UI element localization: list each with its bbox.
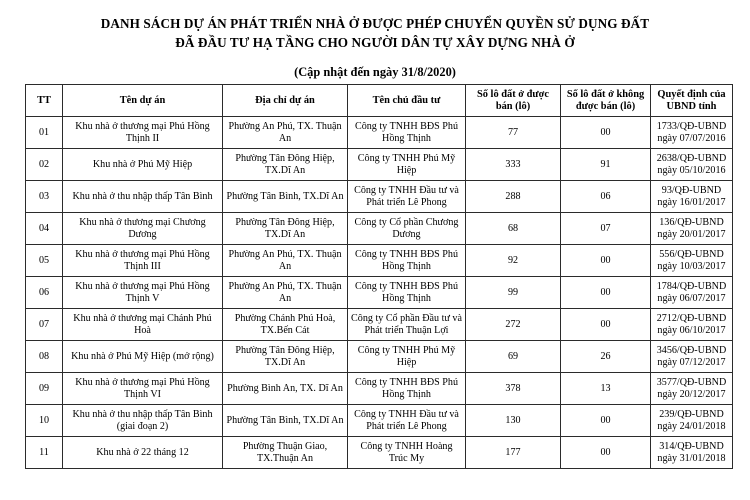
table-row [26, 181, 733, 213]
cell-tt: 03 [26, 181, 63, 213]
cell-project-name: Khu nhà ở thương mại Phú Hồng Thịnh VI [63, 373, 223, 405]
column-header-lots-not-for-sale: Số lô đất ở không được bán (lô) [561, 85, 651, 117]
table-row [26, 405, 733, 437]
cell-project-address: Phường Thuận Giao, TX.Thuận An [223, 437, 348, 469]
cell-investor-name: Công ty TNHH Đầu tư và Phát triển Lê Phong [348, 405, 466, 437]
cell-tt: 01 [26, 117, 63, 149]
cell-investor-name: Công ty TNHH Hoàng Trúc My [348, 437, 466, 469]
cell-project-name: Khu nhà ở thương mại Phú Hồng Thịnh V [63, 277, 223, 309]
cell-lots-for-sale: 69 [466, 341, 561, 373]
cell-lots-for-sale: 378 [466, 373, 561, 405]
document-header [0, 0, 750, 80]
cell-investor-name: Công ty TNHH BĐS Phú Hồng Thịnh [348, 117, 466, 149]
cell-project-address: Phường An Phú, TX. Thuận An [223, 245, 348, 277]
cell-investor-name: Công ty TNHH BĐS Phú Hồng Thịnh [348, 277, 466, 309]
table-row [26, 373, 733, 405]
cell-decision: 93/QĐ-UBND ngày 16/01/2017 [651, 181, 733, 213]
cell-decision: 2712/QĐ-UBND ngày 06/10/2017 [651, 309, 733, 341]
cell-project-address: Phường An Phú, TX. Thuận An [223, 277, 348, 309]
cell-project-address: Phường Tân Đông Hiệp, TX.Dĩ An [223, 341, 348, 373]
cell-project-name: Khu nhà ở thương mại Chánh Phú Hoà [63, 309, 223, 341]
cell-lots-not-for-sale: 91 [561, 149, 651, 181]
cell-lots-not-for-sale: 00 [561, 309, 651, 341]
cell-tt: 09 [26, 373, 63, 405]
cell-project-address: Phường Tân Bình, TX.Dĩ An [223, 405, 348, 437]
cell-project-address: Phường Tân Đông Hiệp, TX.Dĩ An [223, 149, 348, 181]
cell-project-address: Phường Tân Đông Hiệp, TX.Dĩ An [223, 213, 348, 245]
document-title-line-2: ĐÃ ĐẦU TƯ HẠ TẦNG CHO NGƯỜI DÂN TỰ XÂY DỰNG NHÀ Ở [175, 35, 575, 50]
table-row [26, 149, 733, 181]
table-row [26, 437, 733, 469]
cell-lots-not-for-sale: 00 [561, 405, 651, 437]
cell-project-name: Khu nhà ở Phú Mỹ Hiệp (mở rộng) [63, 341, 223, 373]
document-subtitle-update-date: (Cập nhật đến ngày 31/8/2020) [294, 65, 456, 79]
cell-decision: 136/QĐ-UBND ngày 20/01/2017 [651, 213, 733, 245]
column-header-investor-name: Tên chủ đầu tư [348, 85, 466, 117]
cell-lots-for-sale: 77 [466, 117, 561, 149]
cell-lots-not-for-sale: 00 [561, 117, 651, 149]
cell-decision: 556/QĐ-UBND ngày 10/03/2017 [651, 245, 733, 277]
column-header-lots-for-sale: Số lô đất ở được bán (lô) [466, 85, 561, 117]
column-header-decision: Quyết định của UBND tỉnh [651, 85, 733, 117]
column-header-project-address: Địa chỉ dự án [223, 85, 348, 117]
document-title-line-1: DANH SÁCH DỰ ÁN PHÁT TRIỂN NHÀ Ở ĐƯỢC PHÉP CHUYỂN QUYỀN SỬ DỤNG ĐẤT [100, 16, 650, 31]
projects-table [25, 84, 733, 469]
cell-tt: 06 [26, 277, 63, 309]
table-row [26, 245, 733, 277]
cell-tt: 08 [26, 341, 63, 373]
cell-project-address: Phường Chánh Phú Hoà, TX.Bến Cát [223, 309, 348, 341]
cell-project-name: Khu nhà ở thương mại Phú Hồng Thịnh III [63, 245, 223, 277]
table-row [26, 213, 733, 245]
cell-tt: 02 [26, 149, 63, 181]
cell-lots-for-sale: 333 [466, 149, 561, 181]
cell-tt: 04 [26, 213, 63, 245]
cell-investor-name: Công ty TNHH BĐS Phú Hồng Thịnh [348, 373, 466, 405]
cell-tt: 10 [26, 405, 63, 437]
cell-lots-for-sale: 92 [466, 245, 561, 277]
column-header-project-name: Tên dự án [63, 85, 223, 117]
cell-investor-name: Công ty TNHH Phú Mỹ Hiệp [348, 341, 466, 373]
cell-project-address: Phường An Phú, TX. Thuận An [223, 117, 348, 149]
cell-investor-name: Công ty Cổ phần Chương Dương [348, 213, 466, 245]
cell-decision: 1784/QĐ-UBND ngày 06/07/2017 [651, 277, 733, 309]
cell-lots-not-for-sale: 06 [561, 181, 651, 213]
cell-lots-not-for-sale: 00 [561, 437, 651, 469]
cell-lots-not-for-sale: 13 [561, 373, 651, 405]
cell-lots-for-sale: 130 [466, 405, 561, 437]
cell-lots-for-sale: 177 [466, 437, 561, 469]
cell-project-name: Khu nhà ở thương mại Chương Dương [63, 213, 223, 245]
cell-investor-name: Công ty Cổ phần Đầu tư và Phát triển Thuận Lợi [348, 309, 466, 341]
table-row [26, 341, 733, 373]
cell-decision: 1733/QĐ-UBND ngày 07/07/2016 [651, 117, 733, 149]
cell-lots-for-sale: 99 [466, 277, 561, 309]
cell-project-name: Khu nhà ở Phú Mỹ Hiệp [63, 149, 223, 181]
cell-investor-name: Công ty TNHH BĐS Phú Hồng Thịnh [348, 245, 466, 277]
cell-lots-not-for-sale: 00 [561, 245, 651, 277]
cell-decision: 239/QĐ-UBND ngày 24/01/2018 [651, 405, 733, 437]
projects-table-container [25, 84, 727, 469]
cell-project-name: Khu nhà ở thu nhập thấp Tân Bình [63, 181, 223, 213]
cell-lots-for-sale: 272 [466, 309, 561, 341]
cell-project-address: Phường Tân Bình, TX.Dĩ An [223, 181, 348, 213]
cell-project-name: Khu nhà ở thương mại Phú Hồng Thịnh II [63, 117, 223, 149]
cell-lots-for-sale: 288 [466, 181, 561, 213]
cell-tt: 07 [26, 309, 63, 341]
table-header-row [26, 85, 733, 117]
cell-decision: 3456/QĐ-UBND ngày 07/12/2017 [651, 341, 733, 373]
table-body [26, 117, 733, 469]
cell-lots-not-for-sale: 00 [561, 277, 651, 309]
cell-project-address: Phường Bình An, TX. Dĩ An [223, 373, 348, 405]
table-header [26, 85, 733, 117]
table-row [26, 309, 733, 341]
cell-decision: 2638/QĐ-UBND ngày 05/10/2016 [651, 149, 733, 181]
table-row [26, 117, 733, 149]
cell-decision: 314/QĐ-UBND ngày 31/01/2018 [651, 437, 733, 469]
cell-project-name: Khu nhà ở thu nhập thấp Tân Bình (giai đoạn 2) [63, 405, 223, 437]
cell-decision: 3577/QĐ-UBND ngày 20/12/2017 [651, 373, 733, 405]
cell-tt: 05 [26, 245, 63, 277]
cell-lots-not-for-sale: 07 [561, 213, 651, 245]
cell-tt: 11 [26, 437, 63, 469]
table-row [26, 277, 733, 309]
cell-lots-not-for-sale: 26 [561, 341, 651, 373]
cell-lots-for-sale: 68 [466, 213, 561, 245]
cell-investor-name: Công ty TNHH Phú Mỹ Hiệp [348, 149, 466, 181]
cell-investor-name: Công ty TNHH Đầu tư và Phát triển Lê Phong [348, 181, 466, 213]
cell-project-name: Khu nhà ở 22 tháng 12 [63, 437, 223, 469]
column-header-tt: TT [26, 85, 63, 117]
